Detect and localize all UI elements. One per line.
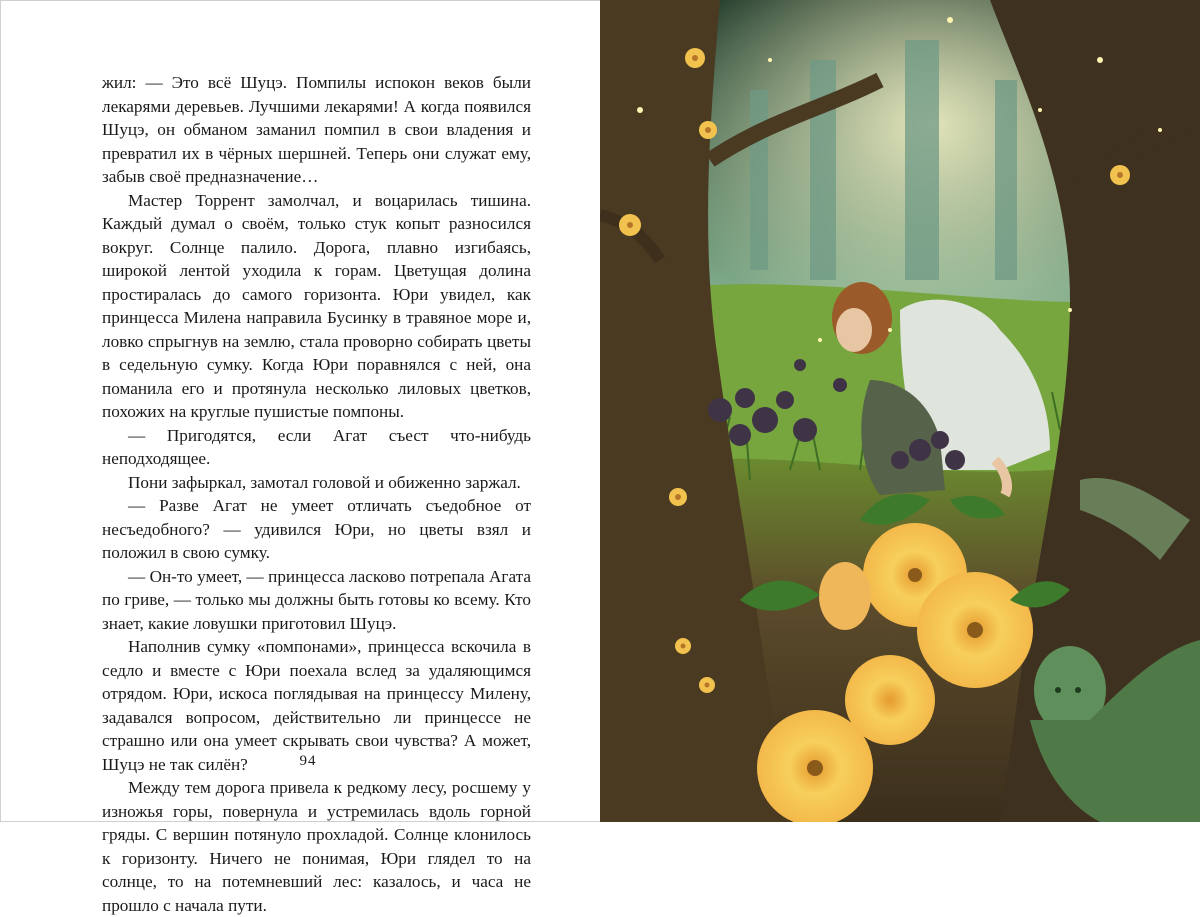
paragraph: Пони зафыркал, замотал головой и обиженно заржал. — [128, 472, 521, 492]
paragraph: Наполнив сумку «помпонами», принцесса вскочила в седло и вместе с Юри поехала вслед за удаляющимся отрядом. Юри, искоса поглядывая на принцессу Милену, задавался вопросом, действительно ли принцессе не страшно или она умеет скрывать свои чувства? А может, Шуцэ не так силён? — [102, 637, 531, 774]
forest-illustration — [600, 0, 1200, 822]
paragraph: — Пригодятся, если Агат съест что-нибудь неподходящее. — [102, 425, 531, 468]
illustration-page — [600, 0, 1200, 822]
paragraph: — Он-то умеет, — принцесса ласково потрепала Агата по гриве, — только мы должны быть готовы ко всему. Кто знает, какие ловушки приготовил Шуцэ. — [102, 566, 531, 633]
paragraph: — Разве Агат не умеет отличать съедобное от несъедобного? — удивился Юри, но цветы взял и положил в свою сумку. — [102, 496, 531, 562]
left-page — [0, 0, 600, 915]
body-text — [102, 71, 531, 917]
paragraph: Мастер Торрент замолчал, и воцарилась тишина. Каждый думал о своём, только стук копыт разносился вокруг. Солнце палило. Дорога, плавно изгибаясь, широкой лентой уходила к горам. Цветущая долина простиралась до самого горизонта. Юри увидел, как принцесса Милена направила Бусинку в травяное море и, ловко спрыгнув на землю, стала проворно собирать цветы в седельную сумку. Когда Юри поравнялся с ней, она поманила его и протянула несколько лиловых цветков, похожих на круглые пушистые помпоны. — [102, 190, 531, 421]
page-number: 94 — [299, 753, 317, 769]
face — [836, 308, 872, 352]
paragraph: Между тем дорога привела к редкому лесу, росшему у изножья горы, повернула и устремилась вдоль горной гряды. С вершин потянуло прохладой. Солнце клонилось к горизонту. Ничего не понимая, Юри глядел то на солнце, то на потемневший лес: казалось, и часа не прошло с начала пути. — [102, 778, 531, 915]
paragraph: жил: — Это всё Шуцэ. Помпилы испокон веков были лекарями деревьев. Лучшими лекарями! А когда появился Шуцэ, он обманом заманил помпил в свои владения и превратил их в чёрных шершней. Теперь они служат ему, забыв своё предназначение… — [102, 73, 531, 186]
flower-bud — [819, 562, 871, 630]
